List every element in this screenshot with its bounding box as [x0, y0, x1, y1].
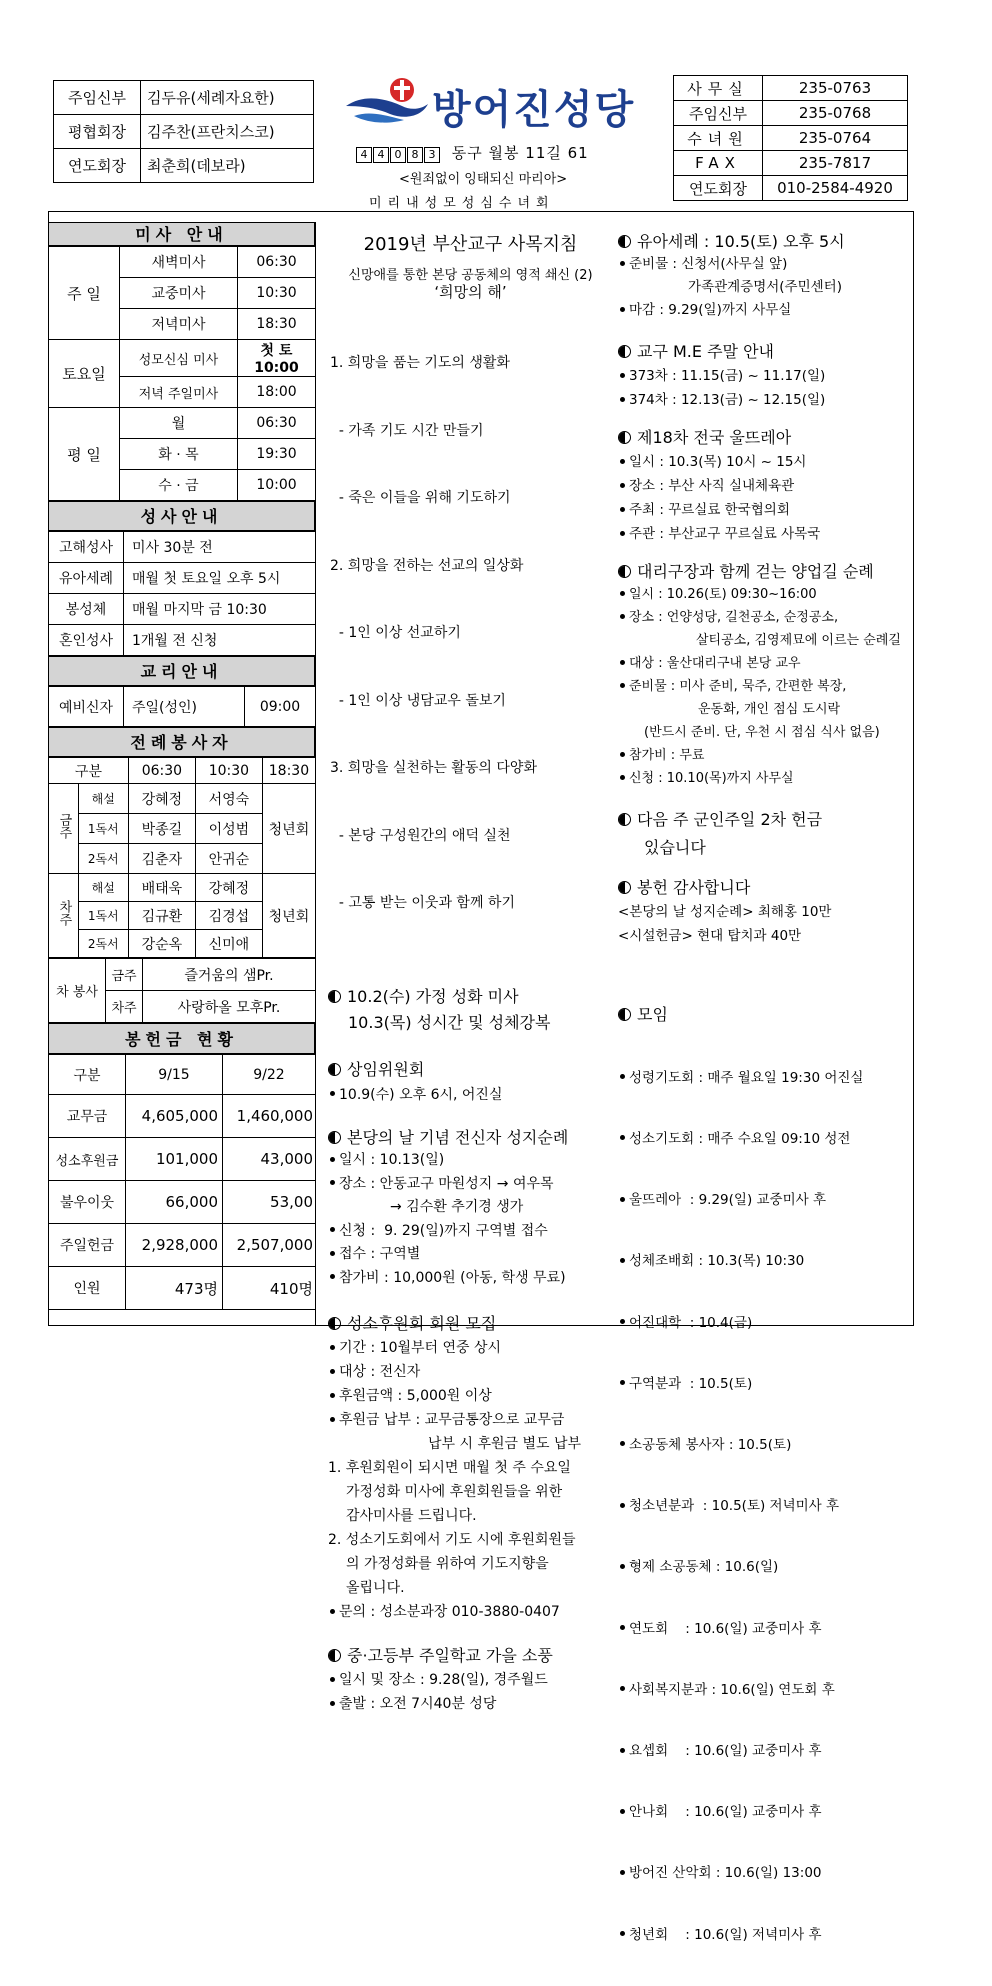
pastoral-item: - 본당 구성원간의 애덕 실천 — [330, 827, 511, 844]
notice-line: 출발 : 오전 7시40분 성당 — [339, 1696, 497, 1713]
bullet-icon — [620, 1809, 625, 1814]
pastoral-item: - 1인 이상 선교하기 — [330, 625, 461, 642]
bullet-icon — [330, 1157, 335, 1162]
half-circle-icon — [618, 235, 631, 248]
mass-time: 첫 토 10:00 — [238, 340, 316, 377]
bullet-icon — [620, 1074, 625, 1079]
ultreya-notice — [618, 426, 912, 546]
notice-line: 장소 : 언양성당, 길천공소, 순정공소, — [629, 610, 839, 625]
notice-line: 가정성화 미사에 후원회원들을 위한 — [346, 1484, 563, 1501]
bullet-icon — [620, 683, 625, 688]
pilgrimage-notice — [328, 1126, 613, 1291]
half-circle-icon — [328, 1063, 341, 1076]
notice-title: 유아세례 : 10.5(토) 오후 5시 — [637, 232, 845, 251]
server-group: 청년회 — [262, 874, 315, 958]
convent-name: 미리내성모성심수녀회 — [369, 196, 555, 211]
notice-line: 대상 : 전신자 — [339, 1364, 421, 1381]
offering-amount: 2,928,000 — [126, 1224, 223, 1267]
tea-service-label: 차 봉사 — [49, 959, 106, 1023]
notice-line: 일시 : 10.3(목) 10시 ~ 15시 — [629, 454, 807, 470]
bullet-icon — [620, 1686, 625, 1691]
info-label: 주임신부 — [54, 81, 141, 115]
zip-digit: 3 — [424, 147, 440, 163]
offering-name: 주일헌금 — [49, 1224, 126, 1267]
offering-amount: 53,00 — [223, 1181, 316, 1224]
contact-number: 235-0763 — [763, 76, 908, 101]
contact-label: FAX — [674, 151, 763, 176]
offering-table — [48, 1054, 316, 1310]
server-name: 강혜정 — [128, 784, 195, 814]
street-address: 동구 월봉 11길 61 — [451, 144, 589, 162]
bullet-icon — [620, 483, 625, 488]
bullet-icon — [620, 507, 625, 512]
servers-header: 구분 — [49, 758, 129, 784]
offering-name: 성소후원금 — [49, 1138, 126, 1181]
info-value: 김두유(세례자요한) — [141, 81, 314, 115]
bullet-icon — [330, 1251, 335, 1256]
middle-column — [328, 230, 613, 1716]
offering-name: 인원 — [49, 1267, 126, 1310]
mass-time: 18:30 — [238, 309, 316, 340]
contact-table — [673, 75, 908, 201]
parish-logo-icon — [344, 76, 430, 124]
doctrine-table — [48, 686, 316, 727]
server-role: 해설 — [78, 874, 128, 902]
notice-line: 1. 후원회원이 되시면 매월 첫 주 수요일 — [328, 1460, 571, 1477]
notice-line: 374차 : 12.13(금) ~ 12.15(일) — [629, 392, 826, 408]
bullet-icon — [620, 261, 625, 266]
meeting-item: 방어진 산악회 : 10.6(일) 13:00 — [629, 1865, 822, 1882]
bullet-icon — [620, 1748, 625, 1753]
server-name: 서영숙 — [195, 784, 262, 814]
servers-table — [48, 757, 316, 958]
info-value: 김주찬(프란치스코) — [141, 115, 314, 149]
offering-header: 구분 — [49, 1055, 126, 1095]
sunday-label: 주 일 — [49, 247, 120, 340]
offering-amount: 1,460,000 — [223, 1095, 316, 1138]
pastoral-item: 2. 희망을 전하는 선교의 일상화 — [330, 557, 524, 574]
bullet-icon — [330, 1091, 335, 1096]
bullet-icon — [330, 1180, 335, 1185]
mass-time: 10:00 — [238, 470, 316, 501]
mass-name: 교중미사 — [120, 278, 238, 309]
bullet-icon — [620, 1870, 625, 1875]
contact-number: 235-0768 — [763, 101, 908, 126]
server-name: 배태욱 — [128, 874, 195, 902]
offering-amount: 2,507,000 — [223, 1224, 316, 1267]
info-label: 평협회장 — [54, 115, 141, 149]
mass-table — [48, 246, 316, 501]
mass-name: 저녁 주일미사 — [120, 377, 238, 408]
meeting-item: 성소기도회 : 매주 수요일 09:10 성전 — [629, 1130, 851, 1147]
mass-name: 새벽미사 — [120, 247, 238, 278]
half-circle-icon — [328, 1649, 341, 1662]
bullet-icon — [620, 373, 625, 378]
notice-line: 일시 및 장소 : 9.28(일), 경주월드 — [339, 1672, 548, 1689]
bullet-icon — [330, 1609, 335, 1614]
bullet-icon — [620, 1564, 625, 1569]
offering-amount: 101,000 — [126, 1138, 223, 1181]
bullet-icon — [620, 1931, 625, 1936]
server-role: 1독서 — [78, 902, 128, 930]
notice-title: 제18차 전국 울뜨레아 — [637, 428, 792, 447]
sacrament-info: 매월 첫 토요일 오후 5시 — [124, 563, 316, 594]
notice-title: 있습니다 — [644, 838, 706, 857]
pastoral-guideline-title: 2019년 부산교구 사목지침 — [363, 234, 578, 255]
half-circle-icon — [328, 1131, 341, 1144]
pastoral-item: 3. 희망을 실천하는 활동의 다양화 — [330, 760, 537, 777]
bullet-icon — [620, 1319, 625, 1324]
mass-time: 19:30 — [238, 439, 316, 470]
notice-line: 의 가정성화를 위하여 기도지향을 — [346, 1556, 549, 1573]
server-role: 2독서 — [78, 844, 128, 874]
next-week-label: 차주 — [49, 874, 79, 958]
bullet-icon — [330, 1393, 335, 1398]
servers-header: 10:30 — [195, 758, 262, 784]
notice-line: 후원금 납부 : 교무금통장으로 교무금 — [339, 1412, 565, 1429]
notice-line: 납부 시 후원금 별도 납부 — [428, 1436, 582, 1453]
doctrine-time: 09:00 — [245, 687, 316, 727]
bullet-icon — [330, 1227, 335, 1232]
bullet-icon — [620, 752, 625, 757]
family-mass-notice — [328, 984, 613, 1036]
pastoral-item: - 죽은 이들을 위해 기도하기 — [330, 490, 511, 507]
meeting-item: 구역분과 : 10.5(토) — [629, 1375, 753, 1392]
offering-header: 9/15 — [126, 1055, 223, 1095]
sacrament-name: 혼인성사 — [49, 625, 124, 656]
half-circle-icon — [328, 990, 341, 1003]
notice-line: 준비물 : 신청서(사무실 앞) — [629, 256, 788, 272]
server-group: 청년회 — [262, 784, 315, 874]
mass-time: 06:30 — [238, 247, 316, 278]
offering-section-title: 봉헌금 현황 — [48, 1023, 315, 1054]
notice-line: 참가비 : 무료 — [629, 748, 705, 763]
pastoral-item: 1. 희망을 품는 기도의 생활화 — [330, 355, 510, 372]
offering-amount: 410명 — [223, 1267, 316, 1310]
meeting-item: 성체조배회 : 10.3(목) 10:30 — [629, 1253, 805, 1270]
bullet-icon — [620, 775, 625, 780]
bullet-icon — [330, 1417, 335, 1422]
sacrament-name: 고해성사 — [49, 532, 124, 563]
bullet-icon — [620, 1197, 625, 1202]
zip-digit: 0 — [390, 147, 406, 163]
notice-title: 봉헌 감사합니다 — [637, 878, 751, 897]
meeting-item: 성령기도회 : 매주 월요일 19:30 어진실 — [629, 1069, 864, 1086]
youth-picnic-notice — [328, 1644, 613, 1716]
notice-title: 10.3(목) 성시간 및 성체강복 — [348, 1012, 551, 1032]
mass-section-title: 미사 안내 — [48, 222, 315, 246]
offering-name: 불우이웃 — [49, 1181, 126, 1224]
bullet-icon — [620, 307, 625, 312]
zip-digit: 8 — [407, 147, 423, 163]
contact-number: 010-2584-4920 — [763, 176, 908, 201]
sacrament-info: 1개월 전 신청 — [124, 625, 316, 656]
server-name: 강혜정 — [195, 874, 262, 902]
notice-title: 상임위원회 — [347, 1059, 425, 1079]
zip-digit: 4 — [356, 147, 372, 163]
parish-name: 방어진성당 — [432, 87, 636, 133]
notice-line: 신청 : 9. 29(일)까지 구역별 접수 — [339, 1222, 548, 1239]
server-role: 해설 — [78, 784, 128, 814]
this-week-label: 금주 — [49, 784, 79, 874]
notice-line: 참가비 : 10,000원 (아동, 학생 무료) — [339, 1269, 566, 1286]
meeting-item: 소공동체 봉사자 : 10.5(토) — [629, 1436, 792, 1453]
half-circle-icon — [618, 1008, 631, 1021]
meeting-item: 형제 소공동체 : 10.6(일) — [629, 1559, 779, 1576]
bullet-icon — [620, 1625, 625, 1630]
notice-line: 신청 : 10.10(목)까지 사무실 — [629, 771, 794, 786]
meeting-item: 청소년분과 : 10.5(토) 저녁미사 후 — [629, 1498, 840, 1515]
meeting-item: 요셉회 : 10.6(일) 교중미사 후 — [629, 1743, 822, 1760]
notice-line: 주관 : 부산교구 꾸르실료 사목국 — [629, 526, 821, 542]
server-name: 이성범 — [195, 814, 262, 844]
notice-line: <시설헌금> 현대 탑치과 40만 — [618, 928, 802, 944]
offering-amount: 43,000 — [223, 1138, 316, 1181]
bullet-icon — [620, 1258, 625, 1263]
meeting-item: 연도회 : 10.6(일) 교중미사 후 — [629, 1620, 822, 1637]
bullet-icon — [620, 1380, 625, 1385]
info-value: 최춘희(데보라) — [141, 149, 314, 183]
pastor-info-table — [53, 80, 314, 183]
notice-line: → 김수환 추기경 생가 — [390, 1199, 524, 1216]
pastoral-item: - 고통 받는 이웃과 함께 하기 — [330, 895, 515, 912]
notice-line: 장소 : 부산 사직 실내체육관 — [629, 478, 795, 494]
bullet-icon — [620, 1441, 625, 1446]
half-circle-icon — [618, 881, 631, 894]
mass-name: 성모신심 미사 — [120, 340, 238, 377]
sidebar — [48, 222, 316, 1326]
pilgrimage-walk-notice — [618, 560, 912, 790]
notice-line: 올립니다. — [346, 1580, 405, 1597]
contact-number: 235-7817 — [763, 151, 908, 176]
half-circle-icon — [618, 431, 631, 444]
doctrine-section-title: 교리안내 — [48, 656, 315, 686]
half-circle-icon — [618, 345, 631, 358]
bullet-icon — [620, 531, 625, 536]
parish-motto: <원죄없이 잉태되신 마리아> — [399, 172, 568, 187]
bullet-icon — [620, 1503, 625, 1508]
half-circle-icon — [618, 813, 631, 826]
tea-service-table — [48, 958, 316, 1023]
sacrament-name: 봉성체 — [49, 594, 124, 625]
notice-line: 운동화, 개인 점심 도시락 — [698, 702, 841, 717]
meeting-item: 안나회 : 10.6(일) 교중미사 후 — [629, 1804, 822, 1821]
mass-name: 화 · 목 — [120, 439, 238, 470]
servers-header: 18:30 — [262, 758, 315, 784]
sacraments-section-title: 성사안내 — [48, 501, 315, 531]
server-name: 김경섭 — [195, 902, 262, 930]
notice-title: 모임 — [637, 1004, 668, 1024]
bullet-icon — [620, 1135, 625, 1140]
contact-label: 수녀원 — [674, 126, 763, 151]
server-name: 박종길 — [128, 814, 195, 844]
servers-header: 06:30 — [128, 758, 195, 784]
military-sunday-notice — [618, 806, 912, 862]
meeting-item: 청년회 : 10.6(일) 저녁미사 후 — [629, 1926, 822, 1943]
offering-amount: 473명 — [126, 1267, 223, 1310]
server-name: 강순옥 — [128, 930, 195, 958]
pastoral-list — [330, 307, 613, 960]
pastoral-item: - 가족 기도 시간 만들기 — [330, 422, 484, 439]
server-name: 신미애 — [195, 930, 262, 958]
sacrament-name: 유아세례 — [49, 563, 124, 594]
week-label: 차주 — [106, 991, 143, 1023]
pastoral-subtitle: 신망애를 통한 본당 공동체의 영적 쇄신 (2) — [348, 267, 593, 283]
doctrine-day: 주일(성인) — [124, 687, 245, 727]
bullet-icon — [620, 660, 625, 665]
notice-title: 본당의 날 기념 전신자 성지순례 — [347, 1127, 569, 1147]
meeting-item: 사회복지분과 : 10.6(일) 연도회 후 — [629, 1681, 835, 1698]
notice-line: 2. 성소기도회에서 기도 시에 후원회원들 — [328, 1532, 576, 1549]
saturday-label: 토요일 — [49, 340, 120, 408]
sacraments-table — [48, 531, 316, 656]
half-circle-icon — [618, 565, 631, 578]
mass-name: 수 · 금 — [120, 470, 238, 501]
notice-line: 가족관계증명서(주민센터) — [688, 279, 842, 295]
mass-name: 저녁미사 — [120, 309, 238, 340]
address — [356, 142, 589, 163]
notice-line: 마감 : 9.29(일)까지 사무실 — [629, 302, 792, 318]
me-weekend-notice — [618, 340, 912, 412]
server-role: 1독서 — [78, 814, 128, 844]
doctrine-name: 예비신자 — [49, 687, 124, 727]
notice-title: 교구 M.E 주말 안내 — [637, 342, 774, 361]
notice-line: 접수 : 구역별 — [339, 1246, 421, 1263]
infant-baptism-notice — [618, 230, 912, 322]
bullet-icon — [620, 614, 625, 619]
tea-service-group: 즐거움의 샘Pr. — [143, 959, 316, 991]
bullet-icon — [620, 459, 625, 464]
servers-section-title: 전례봉사자 — [48, 727, 315, 757]
notice-title: 성소후원회 회원 모집 — [347, 1314, 497, 1334]
bullet-icon — [620, 397, 625, 402]
zip-digit: 4 — [373, 147, 389, 163]
notice-line: 문의 : 성소분과장 010-3880-0407 — [339, 1604, 560, 1621]
offering-amount: 4,605,000 — [126, 1095, 223, 1138]
notice-line: 감사미사를 드립니다. — [346, 1508, 477, 1525]
sacrament-info: 미사 30분 전 — [124, 532, 316, 563]
notice-line: 주최 : 꾸르실료 한국협의회 — [629, 502, 790, 518]
tea-service-group: 사랑하올 모후Pr. — [143, 991, 316, 1023]
right-column — [618, 230, 912, 1986]
notice-line: 10.9(수) 오후 6시, 어진실 — [339, 1086, 503, 1103]
notice-line: 일시 : 10.13(일) — [339, 1152, 445, 1169]
notice-line: 일시 : 10.26(토) 09:30~16:00 — [629, 587, 817, 602]
weekday-label: 평 일 — [49, 408, 120, 501]
notice-line: (반드시 준비. 단, 우천 시 점심 식사 없음) — [644, 725, 880, 740]
mass-time: 10:30 — [238, 278, 316, 309]
bullet-icon — [620, 591, 625, 596]
meetings-notice — [618, 962, 912, 1986]
notice-line: 기간 : 10월부터 연중 상시 — [339, 1340, 502, 1357]
contact-label: 사무실 — [674, 76, 763, 101]
offering-name: 교무금 — [49, 1095, 126, 1138]
contact-label: 주임신부 — [674, 101, 763, 126]
notice-line: 373차 : 11.15(금) ~ 11.17(일) — [629, 368, 826, 384]
notice-title: 다음 주 군인주일 2차 헌금 — [637, 810, 823, 829]
notice-line: 대상 : 울산대리구내 본당 교우 — [629, 656, 801, 671]
notice-line: <본당의 날 성지순례> 최해홍 10만 — [618, 904, 832, 920]
sacrament-info: 매월 마지막 금 10:30 — [124, 594, 316, 625]
notice-title: 중·고등부 주일학교 가을 소풍 — [347, 1646, 553, 1666]
server-name: 김규환 — [128, 902, 195, 930]
contact-number: 235-0764 — [763, 126, 908, 151]
vocation-support-notice — [328, 1312, 613, 1624]
bullet-icon — [330, 1274, 335, 1279]
meeting-item: 어진대학 : 10.4(금) — [629, 1314, 753, 1331]
offering-amount: 66,000 — [126, 1181, 223, 1224]
pastoral-item: - 1인 이상 냉담교우 돌보기 — [330, 692, 506, 709]
server-role: 2독서 — [78, 930, 128, 958]
mass-time: 06:30 — [238, 408, 316, 439]
mass-name: 월 — [120, 408, 238, 439]
server-name: 안귀순 — [195, 844, 262, 874]
bullet-icon — [330, 1369, 335, 1374]
info-label: 연도회장 — [54, 149, 141, 183]
pastoral-year-title: ‘희망의 해’ — [434, 283, 507, 302]
notice-line: 장소 : 안동교구 마원성지 → 여우목 — [339, 1175, 554, 1192]
notice-line: 살티공소, 김영제묘에 이르는 순례길 — [696, 633, 901, 648]
half-circle-icon — [328, 1317, 341, 1330]
notice-title: 대리구장과 함께 걷는 양업길 순례 — [637, 562, 874, 581]
meeting-item: 울뜨레아 : 9.29(일) 교중미사 후 — [629, 1192, 827, 1209]
bullet-icon — [330, 1345, 335, 1350]
thanks-notice — [618, 876, 912, 948]
offering-header: 9/22 — [223, 1055, 316, 1095]
bullet-icon — [330, 1701, 335, 1706]
notice-line: 준비물 : 미사 준비, 묵주, 간편한 복장, — [629, 679, 847, 694]
notice-title: 10.2(수) 가정 성화 미사 — [347, 986, 519, 1006]
mass-time: 18:00 — [238, 377, 316, 408]
server-name: 김춘자 — [128, 844, 195, 874]
contact-label: 연도회장 — [674, 176, 763, 201]
notice-line: 후원금액 : 5,000원 이상 — [339, 1388, 492, 1405]
standing-committee-notice — [328, 1060, 613, 1104]
week-label: 금주 — [106, 959, 143, 991]
bullet-icon — [330, 1677, 335, 1682]
